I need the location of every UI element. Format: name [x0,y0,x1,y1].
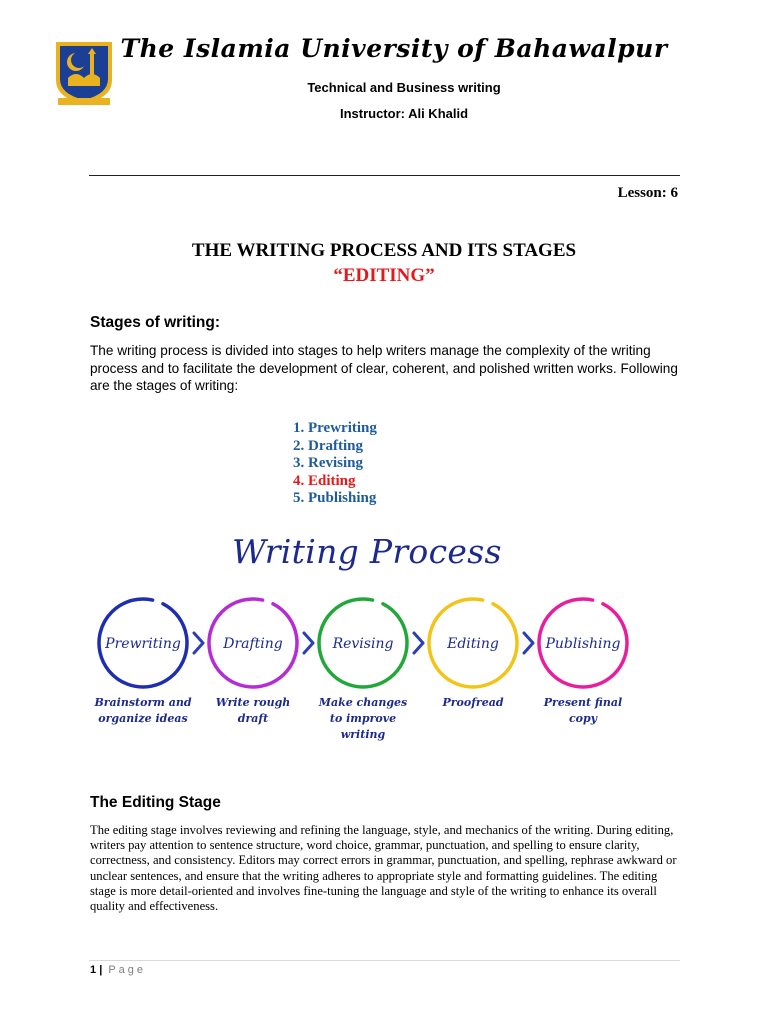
page-label: Page [108,964,147,976]
stage-list-item: 5. Publishing [293,490,377,506]
stage-caption: Proofread [442,696,504,709]
chevron-right-icon [194,633,203,653]
stage-caption: Write rough [215,696,291,709]
stage-caption: to improve [329,712,397,725]
university-title: The Islamia University of Bahawalpur [120,34,668,63]
page-number: 1 [90,964,97,976]
stage-label: Editing [447,636,499,652]
stage-label: Revising [332,636,394,652]
footer-divider [89,960,680,961]
lesson-number: Lesson: 6 [617,185,678,201]
diagram-title: Writing Process [232,532,502,571]
instructor-name: Instructor: Ali Khalid [339,106,469,121]
page-footer [90,964,146,976]
stage-caption: writing [340,728,386,741]
footer-separator: | [99,964,103,976]
stage-caption: Brainstorm and [94,696,192,709]
course-name: Technical and Business writing [307,80,501,95]
stage-caption: draft [237,712,269,725]
stage-list-item: 4. Editing [293,472,356,489]
header-divider [89,175,680,176]
stage-list [293,420,377,508]
chevron-right-icon [414,633,423,653]
stage-label: Publishing [545,636,621,652]
stage-label: Drafting [223,636,283,652]
writing-process-diagram [86,590,686,750]
stages-heading: Stages of writing: [90,314,221,331]
stage-caption: Make changes [318,696,408,709]
stage-caption: Present final [543,696,623,709]
stage-list-item: 2. Drafting [293,437,363,454]
stage-caption: copy [568,712,598,725]
editing-heading: The Editing Stage [90,794,221,811]
page-subtitle: “EDITING” [333,265,435,286]
stage-list-item: 1. Prewriting [293,420,377,436]
stage-caption: organize ideas [98,712,188,725]
intro-paragraph: The writing process is divided into stages to help writers manage the complexity of the writing process and to facilitate the development of clear, coherent, and polished written works. Following are the stages of writing: [90,343,678,393]
stage-label: Prewriting [105,636,181,652]
chevron-right-icon [304,633,313,653]
editing-paragraph: The editing stage involves reviewing and refining the language, style, and mechanics of the writing. During editing, writers pay attention to sentence structure, word choice, grammar, punctuation, and spelling to ensure clarity, correctness, and consistency. Editors may correct errors in grammar, punctuation, and spelling, rephrase awkward or unclear sentences, and ensure that the writing adheres to appropriate style and formatting guidelines. The editing stage is more detail-oriented and involves fine-tuning the language and style of the writing to enhance its overall quality and effectiveness. [90,823,677,914]
page-title: THE WRITING PROCESS AND ITS STAGES [191,240,577,261]
chevron-right-icon [524,633,533,653]
stage-list-item: 3. Revising [293,455,364,471]
